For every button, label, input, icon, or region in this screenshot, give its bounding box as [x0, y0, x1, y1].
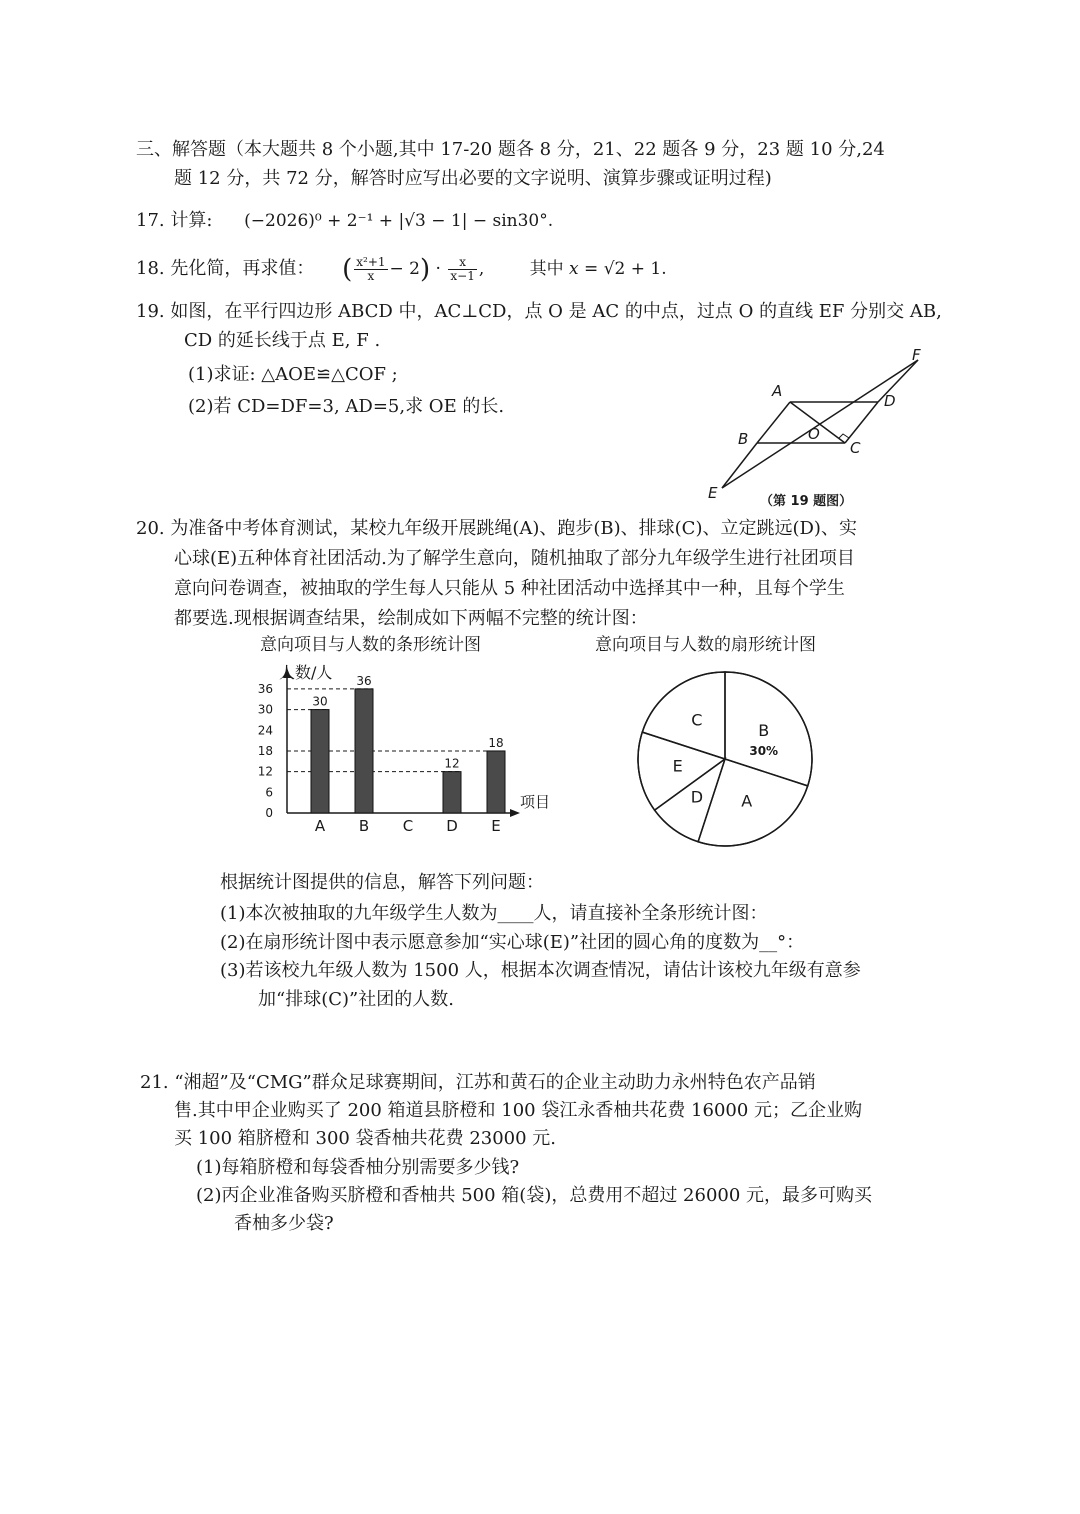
q19-line1: 19. 如图，在平行四边形 ABCD 中，AC⊥CD，点 O 是 AC 的中点，过点 O 的直线 EF 分别交 AB,	[136, 301, 942, 322]
bar-value-label: 36	[356, 673, 372, 688]
q17-question	[136, 208, 553, 234]
pie-chart	[630, 664, 820, 854]
q18-frac2-den: x−1	[450, 269, 475, 283]
x-axis-arrow	[510, 809, 520, 817]
section-header-line1: 三、解答题（本大题共 8 个小题,其中 17-20 题各 8 分，21、22 题各 9 分，23 题 10 分,24	[136, 139, 885, 160]
y-tick-label: 0	[265, 806, 273, 820]
q20-part1: (1)本次被抽取的九年级学生人数为____人，请直接补全条形统计图：	[220, 903, 768, 924]
line-ef	[722, 360, 918, 488]
bar-value-label: 30	[312, 694, 328, 709]
q18-expression: ( $\frac{\text{x²+1}}{x}$ − 2) · $\frac{x}{x-1}$ ,	[342, 254, 490, 285]
extension-be	[722, 443, 757, 488]
pie-label-A: A	[741, 791, 753, 811]
q19-part1: (1)求证: △AOE≌△COF ;	[188, 364, 398, 385]
x-tick-label: C	[402, 817, 414, 835]
x-tick-label: B	[358, 817, 370, 835]
q18-frac1-num: x²+1	[356, 255, 386, 269]
pie-slice-C	[642, 672, 725, 759]
point-o-label: O	[808, 425, 820, 443]
q20-line4: 都要选.现根据调查结果，绘制成如下两幅不完整的统计图：	[174, 608, 648, 629]
q18-minus-two: − 2	[389, 259, 420, 279]
x-tick-label: A	[314, 817, 326, 835]
right-angle-mark	[839, 434, 849, 438]
point-e-label: E	[708, 484, 718, 502]
q17-label: 17. 计算:	[136, 210, 213, 231]
bar-B	[355, 689, 373, 813]
point-f-label: F	[912, 346, 921, 364]
q18-condition: 其中 𝑥 = √2 + 1.	[529, 259, 667, 279]
q20-line1: 20. 为准备中考体育测试，某校九年级开展跳绳(A)、跑步(B)、排球(C)、立定跳远(D)、实	[136, 518, 857, 539]
pie-percent-B: 30%	[749, 743, 779, 758]
q21-line2: 售.其中甲企业购买了 200 箱道县脐橙和 100 袋江永香柚共花费 16000 元；乙企业购	[174, 1100, 863, 1121]
q19-geometry-figure	[700, 340, 950, 520]
point-a-label: A	[772, 382, 783, 400]
bar-chart	[240, 660, 570, 840]
edge-cd	[845, 402, 878, 443]
y-tick-label: 6	[265, 785, 273, 800]
q19-part2: (2)若 CD=DF=3, AD=5,求 OE 的长.	[188, 396, 505, 417]
q20-line2: 心球(E)五种体育社团活动.为了解学生意向，随机抽取了部分九年级学生进行社团项目	[174, 548, 855, 569]
pie-slice-A	[698, 759, 808, 846]
q21-line3: 买 100 箱脐橙和 300 袋香柚共花费 23000 元.	[174, 1128, 557, 1149]
bar-A	[311, 710, 329, 813]
q19-line2: CD 的延长线于点 E, F .	[184, 330, 381, 351]
bar-D	[443, 772, 461, 813]
edge-ab	[757, 402, 790, 443]
x-tick-label: E	[491, 817, 501, 835]
q21-line1: 21. “湘超”及“CMG”群众足球赛期间，江苏和黄石的企业主动助力永州特色农产品销	[140, 1072, 816, 1093]
pie-label-D: D	[690, 787, 704, 807]
point-d-label: D	[884, 392, 896, 410]
q18-frac1-den: x	[367, 269, 375, 283]
q20-part3b: 加“排球(C)”社团的人数.	[258, 989, 454, 1010]
q20-line3: 意向问卷调查，被抽取的学生每人只能从 5 种社团活动中选择其中一种，且每个学生	[174, 578, 845, 599]
y-axis-label: 人数/人	[279, 663, 333, 682]
y-tick-label: 18	[257, 743, 273, 758]
q17-expression: (−2026)⁰ + 2⁻¹ + |√3 − 1| − sin30°.	[244, 211, 554, 231]
x-tick-label: D	[446, 817, 458, 835]
pie-label-B: B	[758, 720, 770, 740]
y-tick-label: 24	[257, 723, 273, 738]
y-tick-label: 12	[257, 764, 273, 779]
bar-value-label: 12	[444, 756, 460, 771]
q18-question	[136, 252, 667, 287]
q18-label: 18. 先化简，再求值：	[136, 258, 315, 279]
bar-chart-title: 意向项目与人数的条形统计图	[260, 635, 481, 655]
q21-part1: (1)每箱脐橙和每袋香柚分别需要多少钱?	[196, 1157, 520, 1178]
bar-E	[487, 751, 505, 813]
pie-label-C: C	[691, 710, 703, 730]
y-tick-label: 36	[257, 681, 273, 696]
x-axis-label: 项目	[520, 793, 551, 811]
q20-intro: 根据统计图提供的信息，解答下列问题：	[220, 872, 544, 893]
q20-part3a: (3)若该校九年级人数为 1500 人，根据本次调查情况，请估计该校九年级有意参	[220, 960, 861, 981]
q21-part2a: (2)丙企业准备购买脐橙和香柚共 500 箱(袋)，总费用不超过 26000 元，最多可购买	[196, 1185, 873, 1206]
section-header-line2: 题 12 分，共 72 分，解答时应写出必要的文字说明、演算步骤或证明过程)	[174, 168, 772, 189]
q20-part2: (2)在扇形统计图中表示愿意参加“实心球(E)”社团的圆心角的度数为__°：	[220, 932, 805, 953]
q18-frac2-num: x	[448, 256, 476, 270]
point-c-label: C	[850, 439, 861, 457]
point-b-label: B	[738, 430, 749, 448]
q21-part2b: 香柚多少袋?	[234, 1213, 334, 1234]
pie-chart-title: 意向项目与人数的扇形统计图	[595, 635, 816, 655]
y-tick-label: 30	[257, 702, 273, 717]
bar-value-label: 18	[488, 735, 504, 750]
q19-figure-caption: （第 19 题图）	[760, 494, 853, 509]
pie-label-E: E	[672, 756, 683, 776]
